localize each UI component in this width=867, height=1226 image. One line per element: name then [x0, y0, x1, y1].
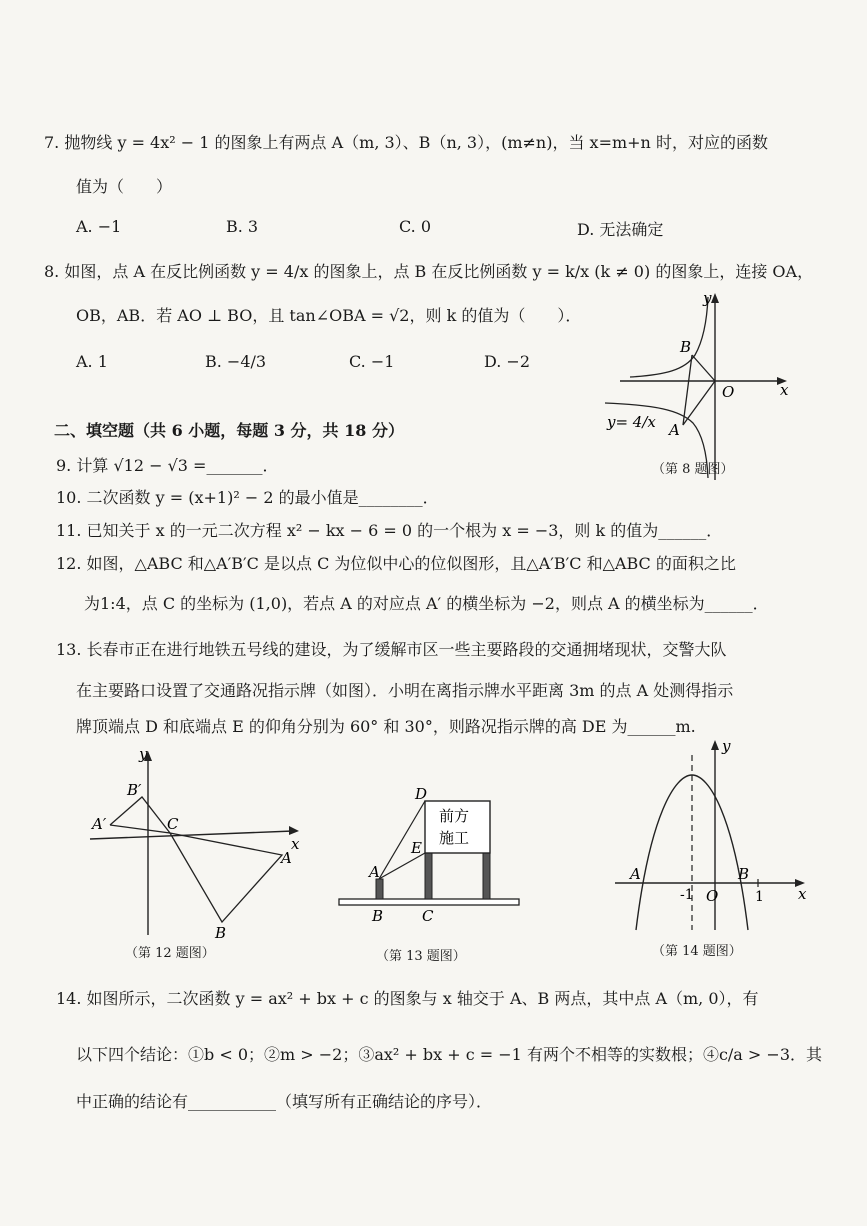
fig8-y-arrow [711, 293, 719, 303]
q10: 10. 二次函数 y = (x+1)² − 2 的最小值是________． [56, 488, 439, 507]
fig13-sign-text-2: 施工 [439, 829, 470, 847]
fig13-post-left [425, 853, 432, 899]
fig13-caption: （第 13 题图） [376, 949, 466, 964]
fig12-label-y: y [139, 745, 148, 763]
q7-option-d: D. 无法确定 [577, 220, 664, 239]
fig13-label-e: E [411, 839, 422, 857]
fig12-label-x: x [291, 835, 300, 853]
fig14-y-arrow [711, 740, 719, 750]
fig14-label-b: B [738, 865, 750, 883]
fig13-person [376, 879, 383, 899]
fig14-label-x: x [798, 885, 807, 903]
q7-option-a: A. −1 [76, 217, 122, 236]
fig12-caption: （第 12 题图） [125, 946, 215, 961]
fig8-label-b: B [680, 338, 692, 356]
fig8-triangle [683, 355, 715, 425]
fig14-label-a: A [630, 865, 641, 883]
q8-option-a: A. 1 [76, 352, 108, 371]
fig12-large-triangle [170, 833, 282, 922]
q11: 11. 已知关于 x 的一元二次方程 x² − kx − 6 = 0 的一个根为 x = −3，则 k 的值为______． [56, 521, 723, 540]
fig13-label-d: D [415, 785, 428, 803]
q14-line1: 14. 如图所示，二次函数 y = ax² + bx + c 的图象与 x 轴交于 A、B 两点，其中点 A（m, 0），有 [56, 989, 759, 1008]
fig13-post-right [483, 853, 490, 899]
fig14-label-neg1: -1 [680, 887, 694, 903]
fig14-label-one: 1 [755, 889, 764, 905]
q7-line1: 7. 抛物线 y = 4x² − 1 的图象上有两点 A（m, 3）、B（n, 3），(m≠n)，当 x=m+n 时，对应的函数 [44, 133, 768, 152]
figure-14 [610, 735, 820, 935]
fig13-label-b: B [372, 907, 384, 925]
q12-line1: 12. 如图，△ABC 和△A′B′C 是以点 C 为位似中心的位似图形，且△A′B′C 和△ABC 的面积之比 [56, 554, 736, 573]
fig12-label-c: C [167, 815, 179, 833]
fig8-label-a: A [669, 421, 680, 439]
fig12-x-arrow [289, 826, 299, 835]
fig8-curve-upper [630, 297, 708, 377]
q13-line2: 在主要路口设置了交通路况指示牌（如图）．小明在离指示牌水平距离 3m 的点 A 处测得指示 [76, 681, 734, 700]
fig12-label-b: B [215, 924, 227, 942]
fig12-small-triangle [110, 797, 170, 833]
q8-option-b: B. −4/3 [205, 352, 267, 371]
figure-8 [595, 285, 795, 485]
q14-line2: 以下四个结论：①b < 0；②m > −2；③ax² + bx + c = −1 有两个不相等的实数根；④c/a > −3．其 [76, 1045, 823, 1064]
q8-option-d: D. −2 [484, 352, 531, 371]
fig14-label-y: y [722, 737, 731, 755]
q8-option-c: C. −1 [349, 352, 395, 371]
fig12-label-a-prime: A′ [92, 815, 107, 833]
fig8-label-o: O [722, 383, 735, 401]
figure-13 [335, 775, 535, 935]
fig14-caption: （第 14 题图） [652, 944, 742, 959]
q8-line2: OB，AB．若 AO ⊥ BO，且 tan∠OBA = √2，则 k 的值为（ ）． [76, 306, 582, 325]
q12-line2: 为1:4，点 C 的坐标为 (1,0)，若点 A 的对应点 A′ 的横坐标为 −2，则点 A 的横坐标为______． [84, 594, 769, 613]
fig13-label-c: C [422, 907, 434, 925]
q8-line1: 8. 如图，点 A 在反比例函数 y = 4/x 的图象上，点 B 在反比例函数 y = k/x (k ≠ 0) 的图象上，连接 OA， [44, 262, 814, 281]
q13-line1: 13. 长春市正在进行地铁五号线的建设，为了缓解市区一些主要路段的交通拥堵现状，交警大队 [56, 640, 727, 659]
fig8-caption: （第 8 题图） [652, 462, 734, 477]
section-2-heading: 二、填空题（共 6 小题，每题 3 分，共 18 分） [54, 421, 404, 440]
fig8-label-y: y [703, 289, 712, 307]
figure-12 [85, 745, 325, 945]
q7-line2: 值为（ ） [76, 177, 173, 196]
fig12-label-a: A [281, 849, 292, 867]
q7-option-c: C. 0 [399, 217, 432, 236]
fig13-label-a: A [369, 863, 380, 881]
fig13-sign-text-1: 前方 [439, 807, 470, 825]
fig14-label-o: O [706, 887, 719, 905]
fig13-ground [339, 899, 519, 905]
q14-line3: 中正确的结论有___________（填写所有正确结论的序号）． [76, 1092, 493, 1111]
q13-line3: 牌顶端点 D 和底端点 E 的仰角分别为 60° 和 30°，则路况指示牌的高 DE 为______m. [76, 717, 696, 736]
fig12-label-b-prime: B′ [127, 781, 142, 799]
q9: 9. 计算 √12 − √3 =_______． [56, 456, 279, 475]
fig8-label-curve: y= 4/x [607, 413, 656, 431]
fig8-label-x: x [780, 381, 789, 399]
q7-option-b: B. 3 [226, 217, 259, 236]
